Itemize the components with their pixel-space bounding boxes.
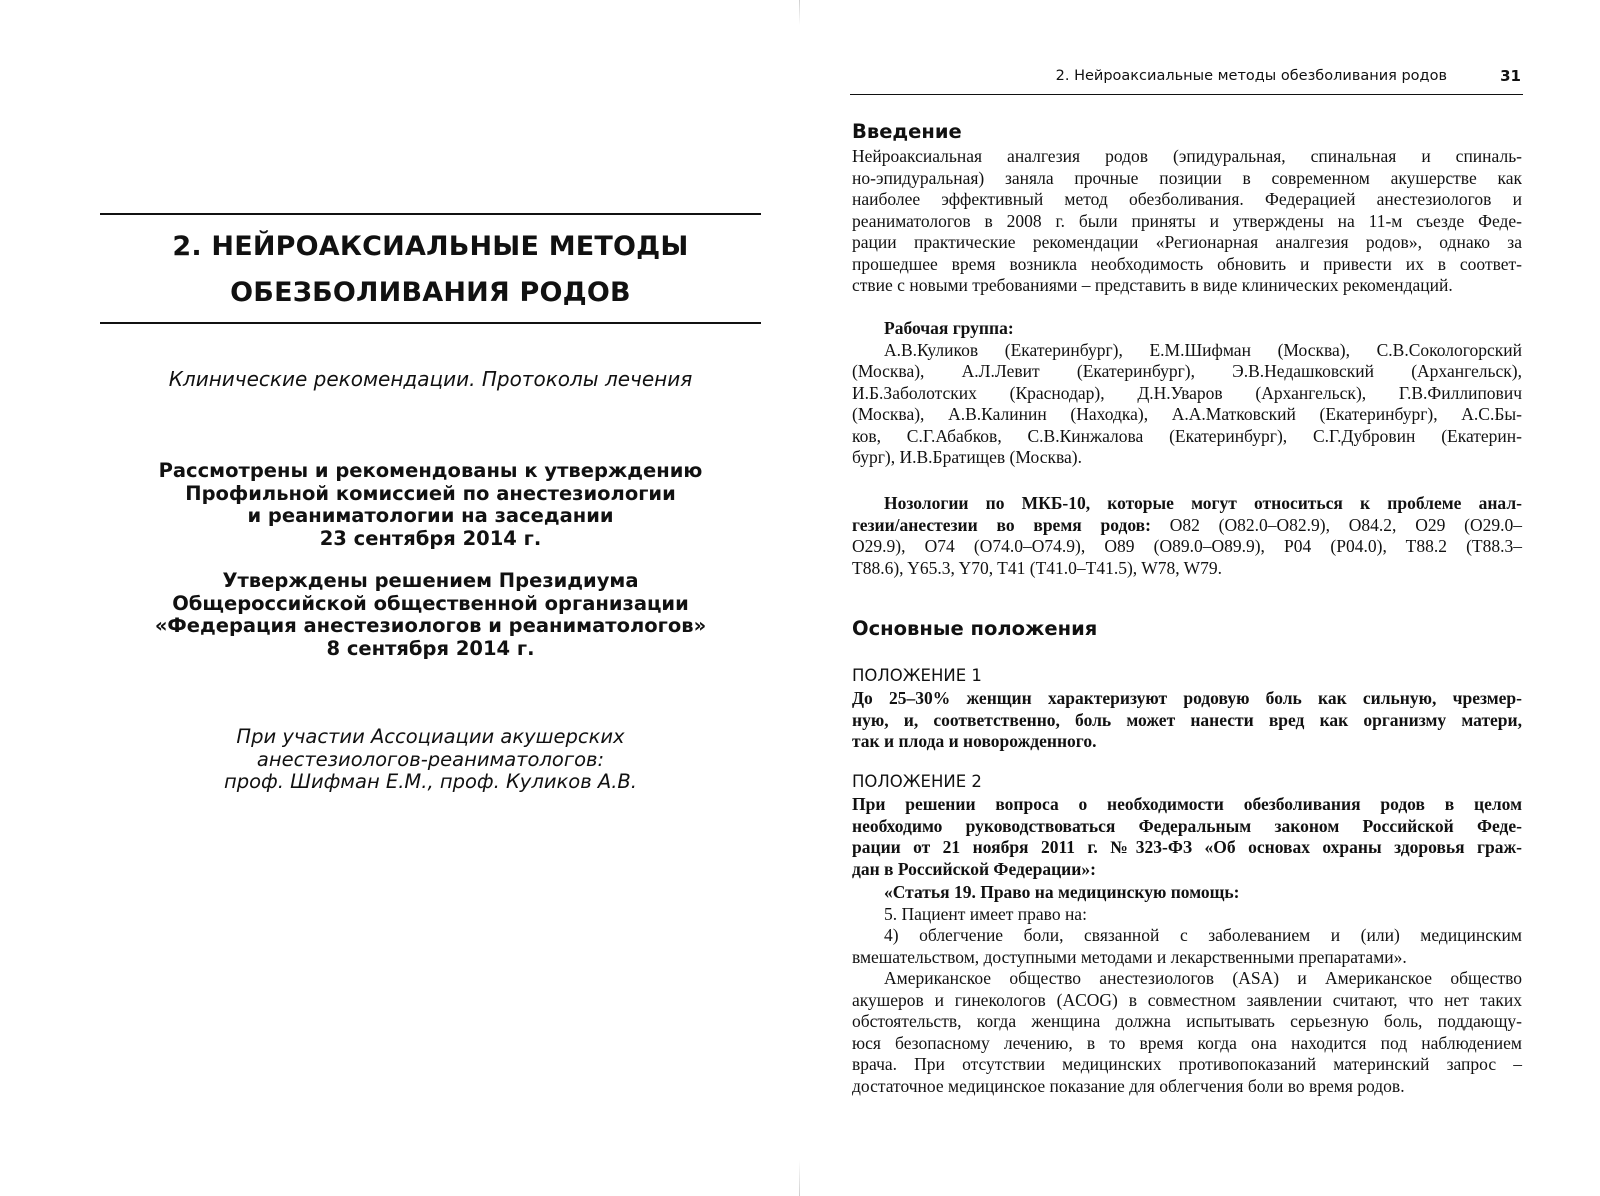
title-rule-bottom <box>100 322 761 324</box>
approval-line: Общероссийской общественной организации <box>172 591 689 615</box>
text-line: юся безопасному лечению, в то время когда она находится под наблюдением <box>852 1032 1522 1053</box>
text-line: И.Б.Заболотских (Краснодар), Д.Н.Уваров (Архангельск), Г.В.Филлипович <box>852 382 1522 403</box>
page-number: 31 <box>1500 67 1521 85</box>
approval-line: 8 сентября 2014 г. <box>326 636 535 660</box>
approval-line: Утверждены решением Президиума <box>222 569 639 592</box>
text-line: обстоятельств, когда женщина должна испытывать серьезную боль, поддающу- <box>852 1011 1522 1031</box>
text-line: рации от 21 ноября 2011 г. №323-ФЗ «Об основах охраны здоровья граж- <box>852 837 1522 857</box>
text-line: Американское общество анестезиологов (ASA) и Американское общество <box>884 968 1522 988</box>
provision-2-text <box>852 794 1522 880</box>
text-line: врача. При отсутствии медицинских противопоказаний материнский запрос – <box>852 1054 1522 1074</box>
text-line: бург), И.В.Братищев (Москва). <box>852 447 1082 467</box>
text-line: До 25–30% женщин характеризуют родовую боль как сильную, чрезмер- <box>852 688 1522 708</box>
working-group-label: Рабочая группа: <box>884 318 1014 338</box>
approval-line: 23 сентября 2014 г. <box>319 526 542 550</box>
text-line: Нейроаксиальная аналгезия родов (эпидуральная, спинальная и спиналь- <box>852 146 1522 166</box>
approval-presidium <box>100 570 761 660</box>
text-line: наиболее эффективный метод обезболивания. Федерацией анестезиологов и <box>852 189 1522 209</box>
text-line: ков, С.Г.Абабков, С.В.Кинжалова (Екатеринбург), С.Г.Дубровин (Екатерин- <box>852 425 1522 446</box>
text-line: 4) облегчение боли, связанной с заболеванием и (или) медицинским <box>884 925 1522 945</box>
chapter-subtitle: Клинические рекомендации. Протоколы лечения <box>168 367 693 391</box>
article-title: «Статья 19. Право на медицинскую помощь: <box>884 882 1240 902</box>
text-line: так и плода и новорожденного. <box>852 731 1097 751</box>
chapter-title-line: 2. НЕЙРОАКСИАЛЬНЫЕ МЕТОДЫ <box>172 231 689 262</box>
text-line: акушеров и гинекологов (ACOG) в совместном заявлении считают, что нет таких <box>852 989 1522 1010</box>
text-line: прошедшее время возникла необходимость обновить и привести их в соответ- <box>852 253 1522 274</box>
article-item: 5. Пациент имеет право на: <box>884 903 1087 924</box>
approval-commission <box>100 460 761 550</box>
chapter-title <box>100 224 761 316</box>
nosology-heading-end: гезии/анестезии во время родов: <box>852 514 1151 535</box>
text-line <box>852 515 1522 537</box>
right-page <box>800 0 1600 1196</box>
title-rule-top <box>100 213 761 215</box>
participation-line: анестезиологов-реаниматологов: <box>256 747 605 771</box>
text-line: реаниматологов в 2008 г. были приняты и утверждены на 11-м съезде Феде- <box>852 210 1522 231</box>
approval-line: Профильной комиссией по анестезиологии <box>185 481 676 505</box>
approval-line: «Федерация анестезиологов и реаниматологов» <box>154 614 707 637</box>
main-provisions-heading: Основные положения <box>852 617 1098 640</box>
text-line: но-эпидуральная) заняла прочные позиции в современном акушерстве как <box>852 167 1522 188</box>
text-line: ствие с новыми требованиями – представить в виде клинических рекомендаций. <box>852 275 1453 295</box>
provision-1-label: ПОЛОЖЕНИЕ 1 <box>852 666 982 685</box>
provision-2-label: ПОЛОЖЕНИЕ 2 <box>852 772 982 791</box>
text-line: А.В.Куликов (Екатеринбург), Е.М.Шифман (Москва), С.В.Сокологорский <box>884 339 1522 360</box>
text-line: вмешательством, доступными методами и лекарственными препаратами». <box>852 946 1407 967</box>
participation-line: При участии Ассоциации акушерских <box>236 725 625 748</box>
nosology-codes-start: O82 (O82.0–O82.9), O84.2, O29 (O29.0– <box>1150 514 1523 535</box>
intro-paragraph <box>852 146 1522 297</box>
nosology-paragraph <box>852 493 1522 579</box>
running-head <box>850 64 1523 95</box>
law-article <box>852 882 1522 1097</box>
text-line: T88.6), Y65.3, Y70, T41 (T41.0–T41.5), W78, W79. <box>852 557 1223 578</box>
text-line: рации практические рекомендации «Регионарная аналгезия родов», однако за <box>852 232 1522 252</box>
working-group <box>852 318 1522 469</box>
text-line: дан в Российской Федерации»: <box>852 858 1096 879</box>
text-line: (Москва), А.В.Калинин (Находка), А.А.Матковский (Екатеринбург), А.С.Бы- <box>852 404 1522 424</box>
text-line: При решении вопроса о необходимости обезболивания родов в целом <box>852 794 1522 814</box>
participation-note <box>100 726 761 794</box>
text-line: достаточное медицинское показание для облегчения боли во время родов. <box>852 1075 1405 1096</box>
intro-heading: Введение <box>852 120 962 143</box>
nosology-heading-line: Нозологии по МКБ-10, которые могут относиться к проблеме анал- <box>884 493 1522 513</box>
provision-1-text <box>852 688 1522 753</box>
text-line: (Москва), А.Л.Левит (Екатеринбург), Э.В.Недашковский (Архангельск), <box>852 361 1522 381</box>
text-line: ную, и, соответственно, боль может нанести вред как организму матери, <box>852 709 1522 730</box>
text-line: O29.9), O74 (O74.0–O74.9), O89 (O89.0–O89.9), P04 (P04.0), T88.2 (T88.3– <box>852 536 1522 556</box>
chapter-title-line: ОБЕЗБОЛИВАНИЯ РОДОВ <box>230 277 631 308</box>
approval-line: и реаниматологии на заседании <box>247 504 614 527</box>
approval-line: Рассмотрены и рекомендованы к утверждению <box>158 459 703 482</box>
running-head-title: 2. Нейроаксиальные методы обезболивания родов <box>1055 68 1447 84</box>
participation-line: проф. Шифман Е.М., проф. Куликов А.В. <box>223 770 638 793</box>
text-line: необходимо руководствоваться Федеральным законом Российской Феде- <box>852 815 1522 836</box>
